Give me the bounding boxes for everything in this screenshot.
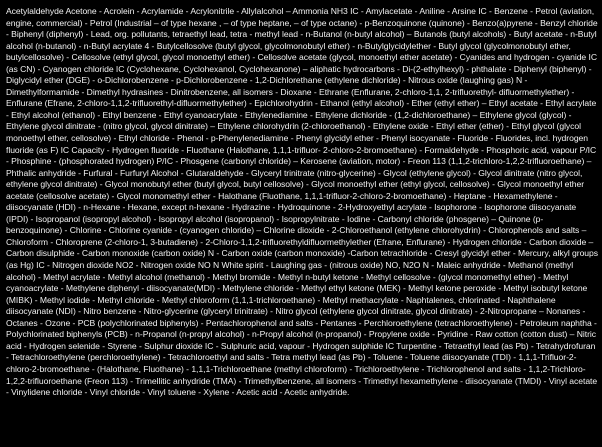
chemical-list-text: Acetylaldehyde Acetone - Acrolein - Acrylamide - Acrylonitrile - Allylalcohol – Ammonia NH3 IC - Amylacetate - Aniline - Arsine IC - Benzene - Petrol (aviation, engine, commercial) - Petrol (Industrial – of type hexane , – of type heptane, – of type octane) - p-Benzoquinone (quinone) - Benzo(a)pyrene - Benzyl chloride - Biphenyl (diphenyl) - Lead, org. pollutants, tetraethyl lead, tetra - methyl lead - n-Butanol (n-butyl alcohol) – Butanols (butyl alcohols) - Butyl acetate - n-Butyl alcohol (n-butanol) - n-Butyl acrylate 4 - Butylcellosolve (butyl glycol, glycolmonobutyl ether) - n-Butylglycidylether - Butyl glycol (glycolmonobutyl ether, butylcellosolve) - Cellosolve (ethyl glycol, glycol monoethyl ether) - Cellosolve acetate (glycol, monoethyl ether acetate) - Cyanides and hydrogen - cyanide IC (as CN) - Cyanogen chloride IC (Cyclohexane, Cyclohexanol, Cyclohexanone) – aliphatic hydrocarbons - Di-(2-ethylhexyl) - phthalate - Diphenyl (biphenyl) - Diglycidyl ether (DGE) - o-Dichlorobenzene - p-Dichlorobenzene - 1,2-Dichlorethane (ethylene dichloride) - Nitrous oxide (laughing gas) N - Dimethylformamide - Dimethyl hydrasines - Dinitrobenzene, all isomers - Dioxane - Ethrane (Enflurane, 2-chloro-1,1, 2-trifluorethyl- difluormethylether) - Enflurane (Efrane, 2-chloro-1,1,2-trifluorethyl-difluormethylether) - Epichlorohydrin - Ethanol (ethyl alcohol) - Ether (ethyl ether) – Ethyl acetate - Ethyl acrylate - Ethyl alcohol (ethanol) - Ethyl benzene - Ethyl cyanoacrylate - Ethylenediamine - Ethylene dichloride - (1,2-dichloroethane) – Ethylene glycol (glycol) - Ethylene glycol dinitrate - (nitro glycol, glycol dinitrate) – Ethylene chlorohydrin (2-chloroethanol) - Ethylene oxide - Ethyl ether (ether) - Ethyl glycol (glycol monoethyl ether, cellosolve) - Ethyl chloride - Phenol - p-Phenylenediamine - Phenyl glycidyl ether - Phenyl isocyanate - Fluoride - Fluorides, incl. hydrogen fluoride (as F) IC Capacity - Hydrogen fluoride - Fluothane (Halothane, 1,1,1-trifluor- 2-chloro-2-bromoethane) - Formaldehyde - Phosphoric acid, vapour P/IC - Phosphine - (phosphorated hydrogen) P/IC - Phosgene (carbonyl chloride) – Kerosene (aviation, motor) - Freon 113 (1,1,2-trichloro-1,2,2-trifluoroethane) – Phthalic anhydride - Furfural - Furfuryl Alcohol - Glutaraldehyde - Glyceryl trinitrate (nitro-glycerine) - Glycol (ethylene glycol) - Glycol dinitrate (nitro glycol, ethylene glycol dinitrate) - Glycol monobutyl ether (butyl glycol, butyl cellosolve) - Glycol monoethyl ether (ethyl glycol, cellosolve) - Glycol monoethyl ether acetate (cellosolve acetate) - Glycol monomethyl ether - Halothane (Fluothane, 1,1,1-trifluor-2-chloro-2-bromoethane) - Heptane - Hexamethylene - diisocyanate (HDI) - n-Hexane - Hexane, except n-hexane - Hydrazine - Hydroquinone - 2-Hydroxyethyl acrylate - Isophorone - Isophorone diisocyanate (IPDI) - Isopropanol (isopropyl alcohol) - Isopropyl alcohol (isopropanol) - Isopropylnitrate - Iodine - Carbonyl chloride (phosgene) – Quinone (p-benzoquinone) - Chlorine - Chlorine cyanide - (cyanogen chloride) – Chlorine dioxide - 2-Chloroethanol (ethylene chlorohydrin) - Chlorophenols and salts – Chloroform - Chloroprene (2-chloro-1, 3-butadiene) - 2-Chloro-1,1,2-trifluorethyldifluormethylether (Efrane, Enflurane) - Hydrogen chloride - Carbon dioxide – Carbon disulphide - Carbon monoxide (carbon oxide) N - Carbon oxide (carbon monoxide) -Carbon tetrachloride - Cresyl glycidyl ether - Mercury, alkyl groups (as Hg) IC - Nitrogen dioxide NO2 - Nitrogen oxide NO N White spirit - Laughing gas - (nitrous oxide) NO, N2O N - Maleic anhydride - Methanol (methyl alcohol) - Methyl acrylate - Methyl alcohol (methanol) - Methyl bromide - Methyl n-butyl ketone - Methyl cellosolve - (glycol monomethyl ether) - Methyl cyanoacrylate - Methylene diphenyl - diisocyanate(MDI) - Methylene chloride - Methyl ethyl ketone (MEK) - Methyl ketone peroxide - Methyl isobutyl ketone (MIBK) - Methyl iodide - Methyl chloride - Methyl chloroform (1,1,1-trichloroethane) - Methyl methacrylate - Naphtalenes, chlorinated - Naphthalene diisocyanate (NDI) - Nitro benzene - Nitro-glycerine (glyceryl trinitrate) - Nitro glycol (ethylene glycol dinitrate, glycol dinitrate) - 2-Nitropropane – Nonanes - Octanes - Ozone - PCB (polychlorinated biphenyls) - Pentachlorophenol and salts - Pentanes - Perchloroethylene (tetrachloroethylene) - Petroleum naphtha - Polychlorinated biphenyls (PCB) - n-Propanol (n-propyl alcohol) - n-Propyl alcohol (n-propanol) - Propylene oxide - Pyridine - Raw cotton (cotton dust) – Nitric acid - Hydrogen selenide - Styrene - Sulphur dioxide IC - Sulphuric acid, vapour - Hydrogen sulphide IC Turpentine - Tetraethyl lead (as Pb) - Tetrahydrofuran - Tetrachloroethylene (perchloroethylene) - Tetrachloroethyl and salts - Tetra methyl lead (as Pb) - Toluene - Toluene diisocyanate (TDI) - 1,1,1-Trifluor-2-chloro-2-bromoethane - (Halothane, Fluothane) - 1,1,1-Trichloroethane (methyl chloroform) - Trichloroethylene - Trichlorophenol and salts - 1,1,2-Trichloro-1,2,2-trifluoroethane (Freon 113) - Trimellitic anhydride (TMA) - Trimethylbenzene, all isomers - Trimethyl hexamethylene - diisocyanate (TMDI) - Vinyl acetate - Vinylidene chloride - Vinyl chloride - Vinyl toluene - Xylene - Acetic acid - Acetic anhydride. [6,6,599,398]
